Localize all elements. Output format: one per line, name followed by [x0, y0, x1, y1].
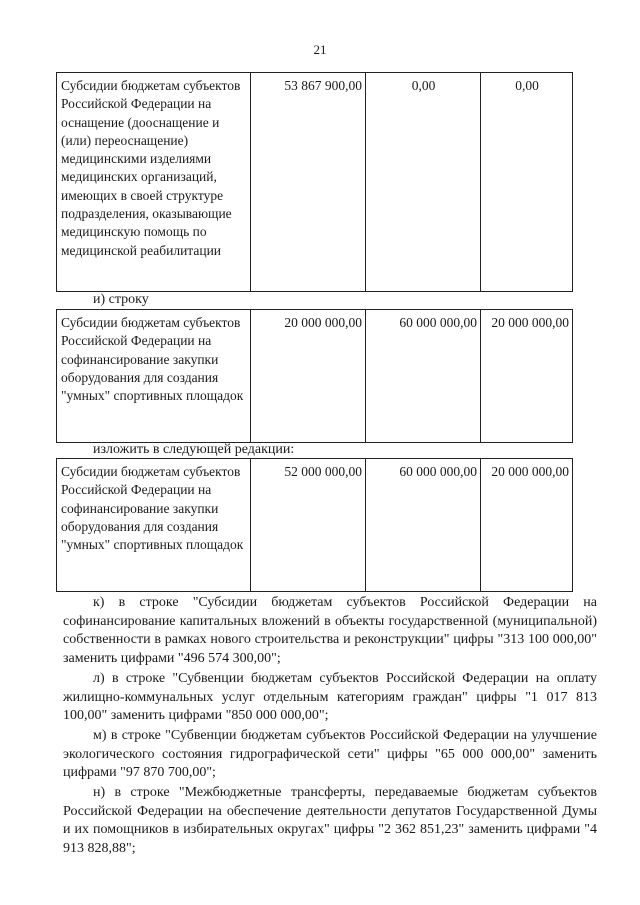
amendment-paragraph-n: н) в строке "Межбюджетные трансферты, передаваемые бюджетам субъектов Российской Федерации на обеспечение деятельности депутатов Государственной Думы и их помощников в избирательных округах" цифры "2 362 851,23" заменить цифрами "4 913 828,88"; — [63, 785, 597, 856]
value-cell-1: 52 000 000,00 — [251, 459, 366, 592]
budget-table-original-row — [56, 72, 573, 292]
value-cell-3: 20 000 000,00 — [481, 459, 573, 592]
instruction-label: и) строку — [93, 292, 149, 307]
page-number: 21 — [313, 42, 327, 57]
amendment-paragraph-k: к) в строке "Субсидии бюджетам субъектов Российской Федерации на софинансирование капитальных вложений в объекты государственной (муниципальной) собственности в рамках нового строительства и реконструкции" цифры "313 100 000,00" заменить цифрами "496 574 300,00"; — [63, 595, 597, 666]
value-cell-2: 0,00 — [366, 73, 481, 292]
row-name-cell: Субсидии бюджетам субъектов Российской Федерации на софинансирование закупки оборудования для создания "умных" спортивных площадок — [57, 310, 251, 443]
row-name-cell: Субсидии бюджетам субъектов Российской Федерации на оснащение (дооснащение и (или) переоснащение) медицинскими изделиями медицинских организаций, имеющих в своей структуре подразделения, оказывающие медицинскую помощь по медицинской реабилитации — [57, 73, 251, 292]
value-cell-3: 20 000 000,00 — [481, 310, 573, 443]
amendment-paragraph-m: м) в строке "Субвенции бюджетам субъектов Российской Федерации на улучшение экологического состояния гидрографической сети" цифры "65 000 000,00" заменить цифрами "97 870 700,00"; — [63, 728, 597, 781]
value-cell-2: 60 000 000,00 — [366, 310, 481, 443]
table-row — [57, 310, 573, 443]
value-cell-2: 60 000 000,00 — [366, 459, 481, 592]
budget-table-new-row — [56, 458, 573, 592]
value-cell-1: 20 000 000,00 — [251, 310, 366, 443]
amendment-paragraph-l: л) в строке "Субвенции бюджетам субъектов Российской Федерации на оплату жилищно-коммунальных услуг отдельным категориям граждан" цифры "1 017 813 100,00" заменить цифрами "850 000 000,00"; — [63, 671, 597, 724]
value-cell-3: 0,00 — [481, 73, 573, 292]
table-row — [57, 459, 573, 592]
row-name-cell: Субсидии бюджетам субъектов Российской Федерации на софинансирование закупки оборудования для создания "умных" спортивных площадок — [57, 459, 251, 592]
instruction-label: изложить в следующей редакции: — [93, 442, 295, 457]
budget-table-old-row — [56, 309, 573, 443]
value-cell-1: 53 867 900,00 — [251, 73, 366, 292]
table-row — [57, 73, 573, 292]
